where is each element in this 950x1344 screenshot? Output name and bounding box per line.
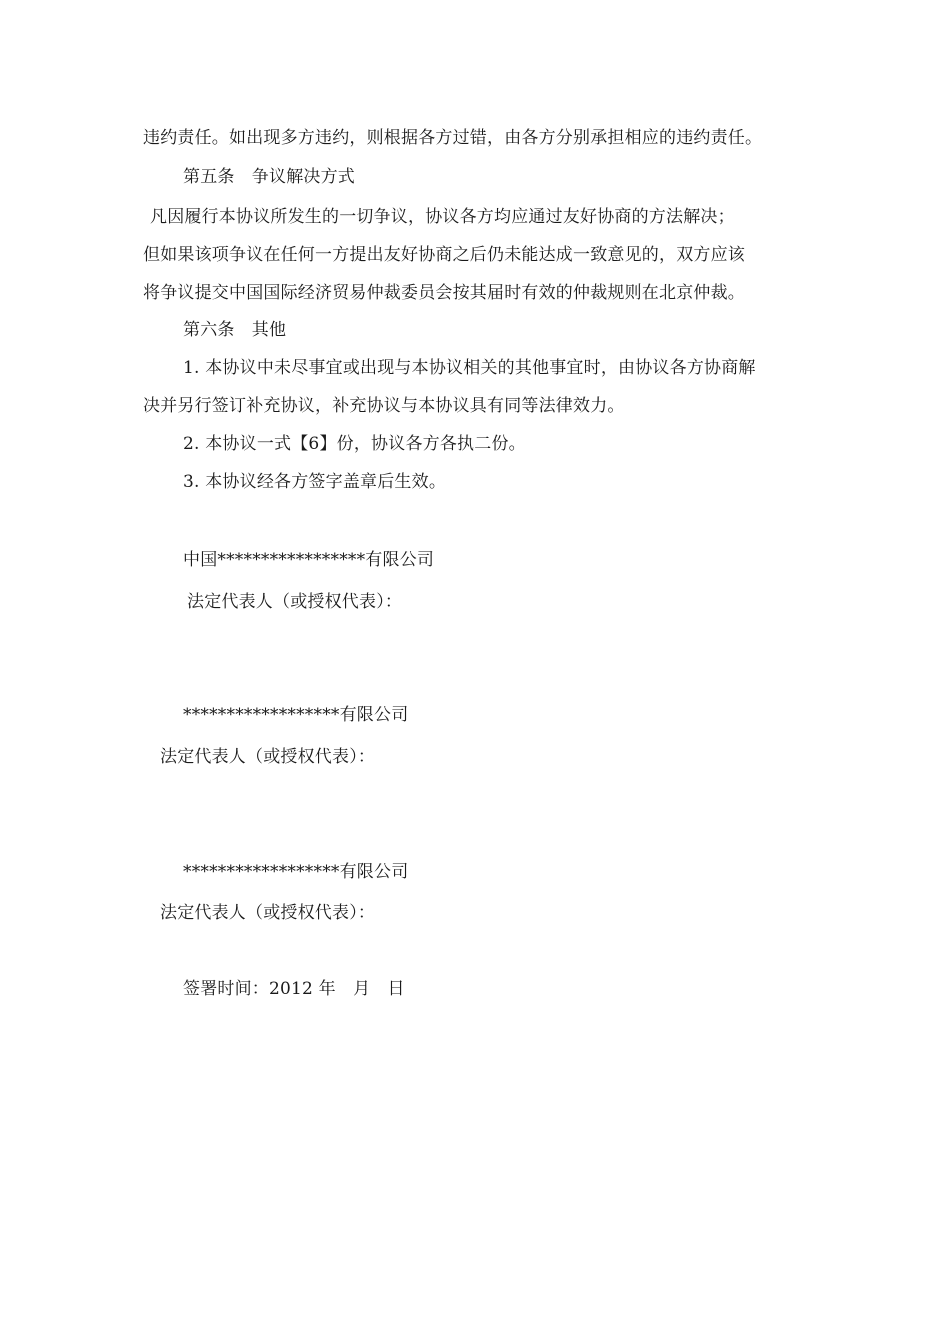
article5-body-line3: 将争议提交中国国际经济贸易仲裁委员会按其届时有效的仲裁规则在北京仲裁。: [143, 283, 745, 303]
article5-heading: 第五条 争议解决方式: [183, 167, 355, 187]
article5-body-line2: 但如果该项争议在任何一方提出友好协商之后仍未能达成一致意见的，双方应该: [143, 245, 745, 265]
paragraph-liability-end: 违约责任。如出现多方违约，则根据各方过错，由各方分别承担相应的违约责任。: [143, 128, 763, 148]
article6-item3: 3. 本协议经各方签字盖章后生效。: [183, 472, 447, 492]
sign-date: 签署时间：2012 年 月 日: [183, 979, 405, 999]
article6-item2: 2. 本协议一式【6】份，协议各方各执二份。: [183, 434, 526, 454]
signature-rep-label-3: 法定代表人（或授权代表）：: [160, 903, 376, 923]
article6-heading: 第六条 其他: [183, 320, 287, 340]
signature-company-3: ******************有限公司: [183, 862, 409, 882]
signature-company-1: 中国*****************有限公司: [183, 550, 435, 570]
signature-rep-label-2: 法定代表人（或授权代表）：: [160, 747, 376, 767]
signature-rep-label-1: 法定代表人（或授权代表）：: [187, 592, 403, 612]
signature-company-2: ******************有限公司: [183, 705, 409, 725]
article6-item1-line1: 1. 本协议中未尽事宜或出现与本协议相关的其他事宜时，由协议各方协商解: [183, 358, 756, 378]
article6-item1-line2: 决并另行签订补充协议，补充协议与本协议具有同等法律效力。: [143, 396, 625, 416]
article5-body-line1: 凡因履行本协议所发生的一切争议，协议各方均应通过友好协商的方法解决；: [150, 207, 735, 227]
